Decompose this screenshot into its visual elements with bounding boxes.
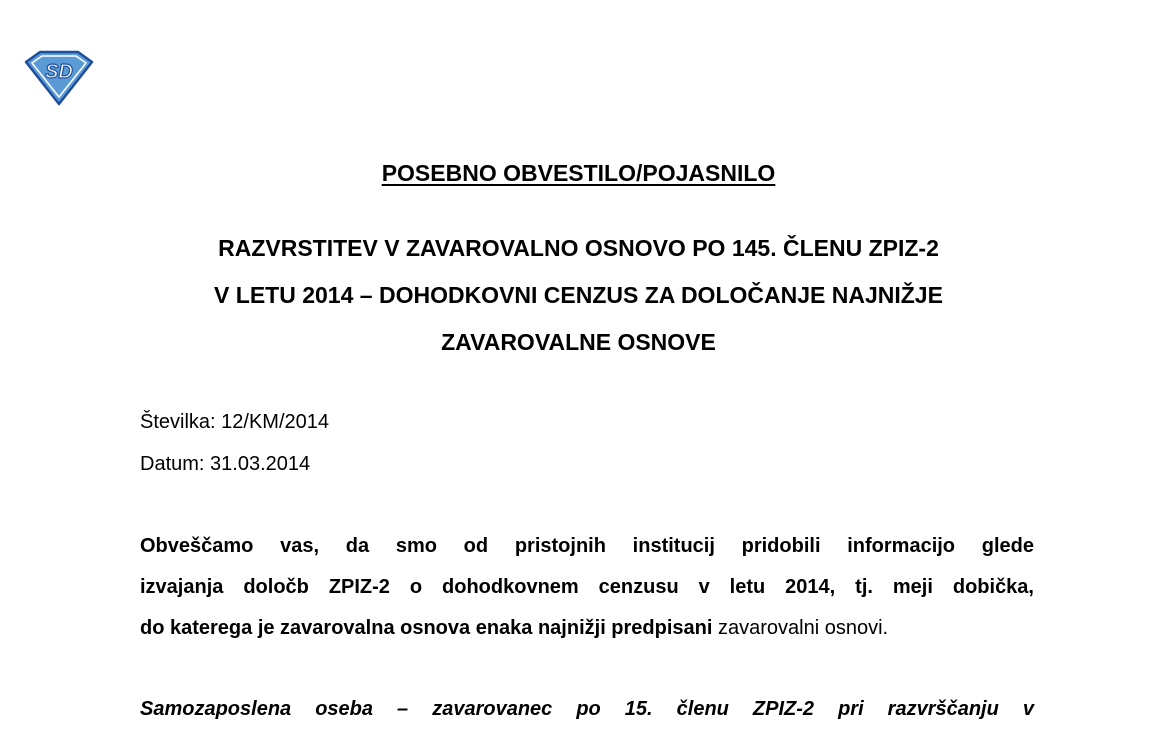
title-line-3: ZAVAROVALNE OSNOVE — [441, 329, 716, 355]
intro-paragraph — [140, 526, 1034, 649]
intro-line-3-regular: zavarovalni osnovi. — [712, 617, 889, 639]
document-title — [0, 225, 1157, 366]
document-number: Številka: 12/KM/2014 — [140, 411, 329, 433]
logo-text: SD — [45, 61, 73, 83]
intro-line-3 — [140, 608, 1034, 649]
intro-line-1: Obveščamo vas, da smo od pristojnih institucij pridobili informacijo glede — [140, 535, 1034, 557]
document-date: Datum: 31.03.2014 — [140, 453, 311, 475]
company-logo — [22, 50, 96, 106]
self-employed-line-1: Samozaposlena oseba – zavarovanec po 15. členu ZPIZ-2 pri razvrščanju v — [140, 698, 1034, 720]
title-line-2: V LETU 2014 – DOHODKOVNI CENZUS ZA DOLOČANJE NAJNIŽJE — [214, 282, 943, 308]
sd-logo-icon — [22, 50, 96, 106]
self-employed-paragraph — [140, 689, 1034, 730]
title-line-1: RAZVRSTITEV V ZAVAROVALNO OSNOVO PO 145. ČLENU ZPIZ-2 — [218, 235, 939, 261]
notice-heading: POSEBNO OBVESTILO/POJASNILO — [381, 160, 776, 186]
intro-line-2: izvajanja določb ZPIZ-2 o dohodkovnem cenzusu v letu 2014, tj. meji dobička, — [140, 576, 1034, 598]
intro-line-3-bold: do katerega je zavarovalna osnova enaka najnižji predpisani — [140, 617, 713, 639]
